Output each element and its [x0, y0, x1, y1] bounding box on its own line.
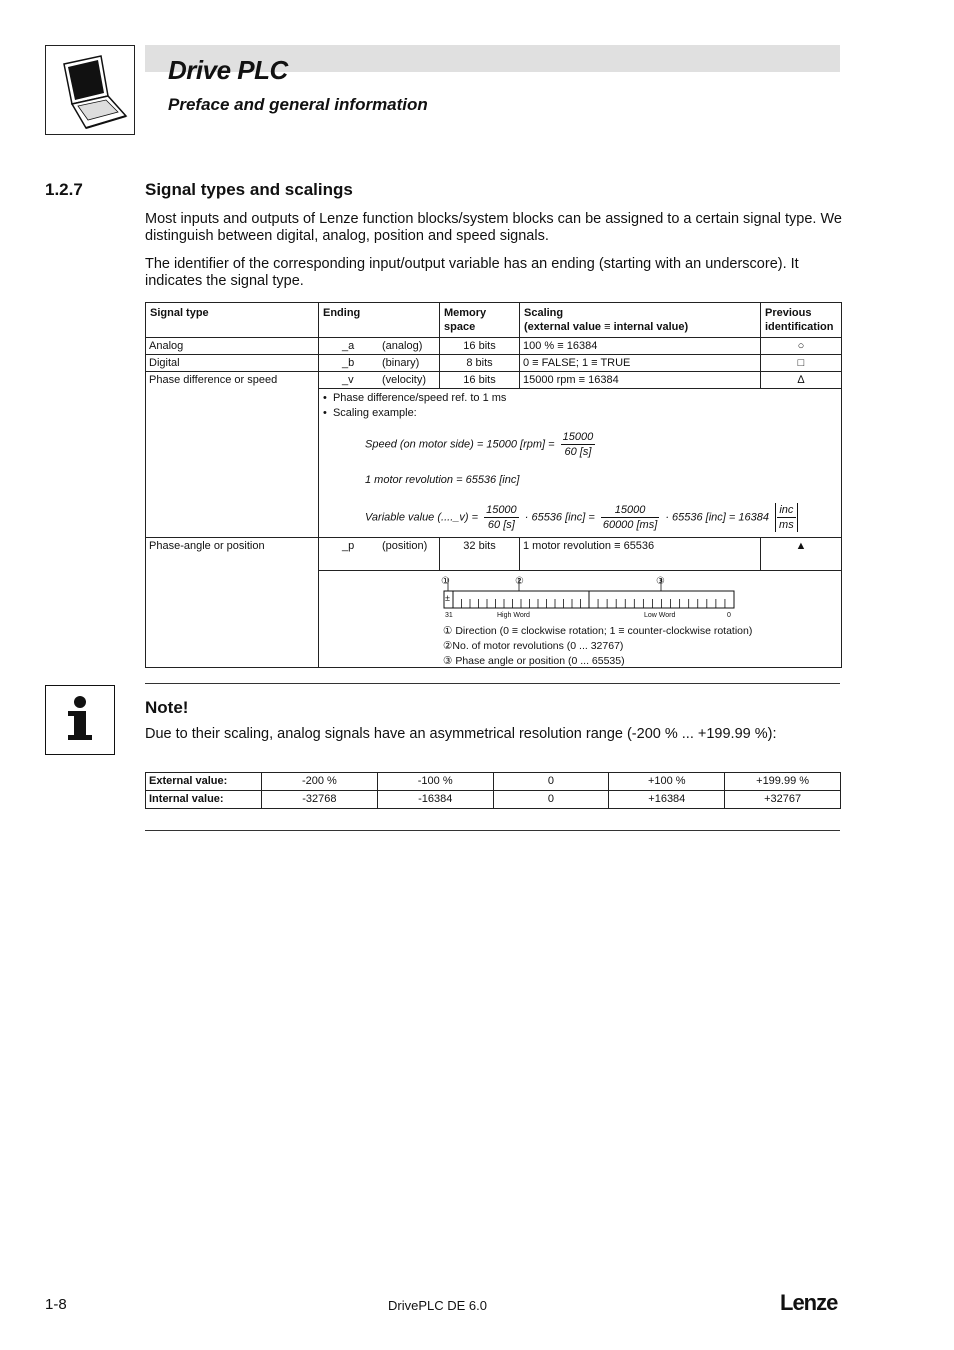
formula-variable-value: Variable value (...._v) = $\frac{15000}{60 [s]}$ · 65536 [inc] = $\frac{15000}{60000 [ms]}$ · 65536 [inc] = 16384 $\frac{\text{inc}}{ms}$	[365, 503, 837, 532]
signal-type-cell: Digital	[146, 355, 319, 372]
ending-paragraph: The identifier of the corresponding input/output variable has an ending (starting with an underscore). It indicates the signal type.	[145, 256, 799, 289]
signal-type-cell: Analog	[146, 338, 319, 355]
section-title: Signal types and scalings	[145, 180, 353, 199]
marker-3: ③	[656, 576, 665, 587]
table-cell: +100 %	[609, 773, 725, 791]
table-cell: 0	[493, 791, 609, 809]
table-row	[146, 355, 842, 372]
sign-bit-label: ±	[445, 593, 450, 603]
header-memory: Memory space	[440, 303, 520, 338]
section-number: 1.2.7	[45, 180, 83, 199]
bullet-item: • Scaling example:	[323, 407, 417, 419]
ending-cell: _a (analog)	[319, 338, 440, 355]
info-icon	[45, 685, 115, 755]
header-ending: Ending	[319, 303, 440, 338]
diagram-legend: ① Direction (0 ≡ clockwise rotation; 1 ≡ counter-clockwise rotation) ②No. of motor revolutions (0 ... 32767) ③ Phase angle or position (0 ... 65535)	[443, 625, 753, 667]
square-icon: □	[761, 355, 842, 372]
scaling-cell: 100 % ≡ 16384	[520, 338, 761, 355]
header-previous: Previous identification	[761, 303, 842, 338]
ending-cell: _v (velocity)	[319, 372, 440, 389]
table-row	[146, 338, 842, 355]
note-title: Note!	[145, 698, 189, 717]
table-cell: +16384	[609, 791, 725, 809]
signal-type-cell: Phase difference or speed	[146, 372, 319, 538]
table-cell: -100 %	[377, 773, 493, 791]
high-word-label: High Word	[497, 612, 530, 619]
divider	[145, 683, 840, 684]
divider	[145, 830, 840, 831]
low-word-label: Low Word	[644, 612, 676, 619]
marker-2: ②	[515, 576, 524, 587]
scaling-cell: 1 motor revolution ≡ 65536	[520, 538, 761, 571]
table-cell: +199.99 %	[725, 773, 841, 791]
bit-0-label: 0	[727, 612, 731, 619]
header-signal-type: Signal type	[146, 303, 319, 338]
table-cell: +32767	[725, 791, 841, 809]
table-cell: 0	[493, 773, 609, 791]
signal-types-table	[145, 302, 842, 668]
page-title: Drive PLC	[168, 55, 288, 85]
intro-paragraph: Most inputs and outputs of Lenze function blocks/system blocks can be assigned to a certain signal type. We distinguish between digital, analog, position and speed signals.	[145, 211, 842, 244]
lenze-logo: Lenze	[780, 1290, 838, 1315]
table-header-row	[146, 303, 842, 338]
marker-1: ①	[441, 576, 450, 587]
triangle-outline-icon: ∆	[761, 372, 842, 389]
memory-cell: 16 bits	[440, 372, 520, 389]
triangle-filled-icon: ▲	[761, 538, 842, 571]
header-scaling: Scaling (external value ≡ internal value)	[520, 303, 761, 338]
bit-31-label: 31	[445, 612, 453, 619]
formula-speed: Speed (on motor side) = 15000 [rpm] = $\frac{15000}{60 [s]}$	[365, 431, 594, 458]
laptop-icon-box	[45, 45, 135, 135]
bullet-item: • Phase difference/speed ref. to 1 ms	[323, 392, 507, 404]
table-row	[146, 372, 842, 389]
ending-cell: _p (position)	[319, 538, 440, 571]
memory-cell: 8 bits	[440, 355, 520, 372]
bit-register-diagram	[439, 575, 739, 623]
scaling-cell: 15000 rpm ≡ 16384	[520, 372, 761, 389]
note-text: Due to their scaling, analog signals have an asymmetrical resolution range (-200 % ... +199.99 %):	[145, 726, 777, 742]
document-id: DrivePLC DE 6.0	[388, 1298, 487, 1313]
table-row	[146, 773, 841, 791]
memory-cell: 16 bits	[440, 338, 520, 355]
table-cell: -16384	[377, 791, 493, 809]
scaling-cell: 0 ≡ FALSE; 1 ≡ TRUE	[520, 355, 761, 372]
resolution-table	[145, 772, 841, 809]
external-value-label: External value:	[146, 773, 262, 791]
table-cell: -32768	[262, 791, 378, 809]
memory-cell: 32 bits	[440, 538, 520, 571]
page-number: 1-8	[45, 1296, 67, 1313]
circle-icon: ○	[761, 338, 842, 355]
internal-value-label: Internal value:	[146, 791, 262, 809]
page-subtitle: Preface and general information	[168, 95, 428, 114]
position-diagram-cell	[319, 571, 842, 668]
signal-type-cell: Phase-angle or position	[146, 538, 319, 668]
table-cell: -200 %	[262, 773, 378, 791]
formula-revolution: 1 motor revolution = 65536 [inc]	[365, 474, 520, 486]
velocity-notes-cell	[319, 389, 842, 538]
table-row	[146, 791, 841, 809]
laptop-icon	[46, 46, 136, 136]
table-row	[146, 538, 842, 571]
ending-cell: _b (binary)	[319, 355, 440, 372]
